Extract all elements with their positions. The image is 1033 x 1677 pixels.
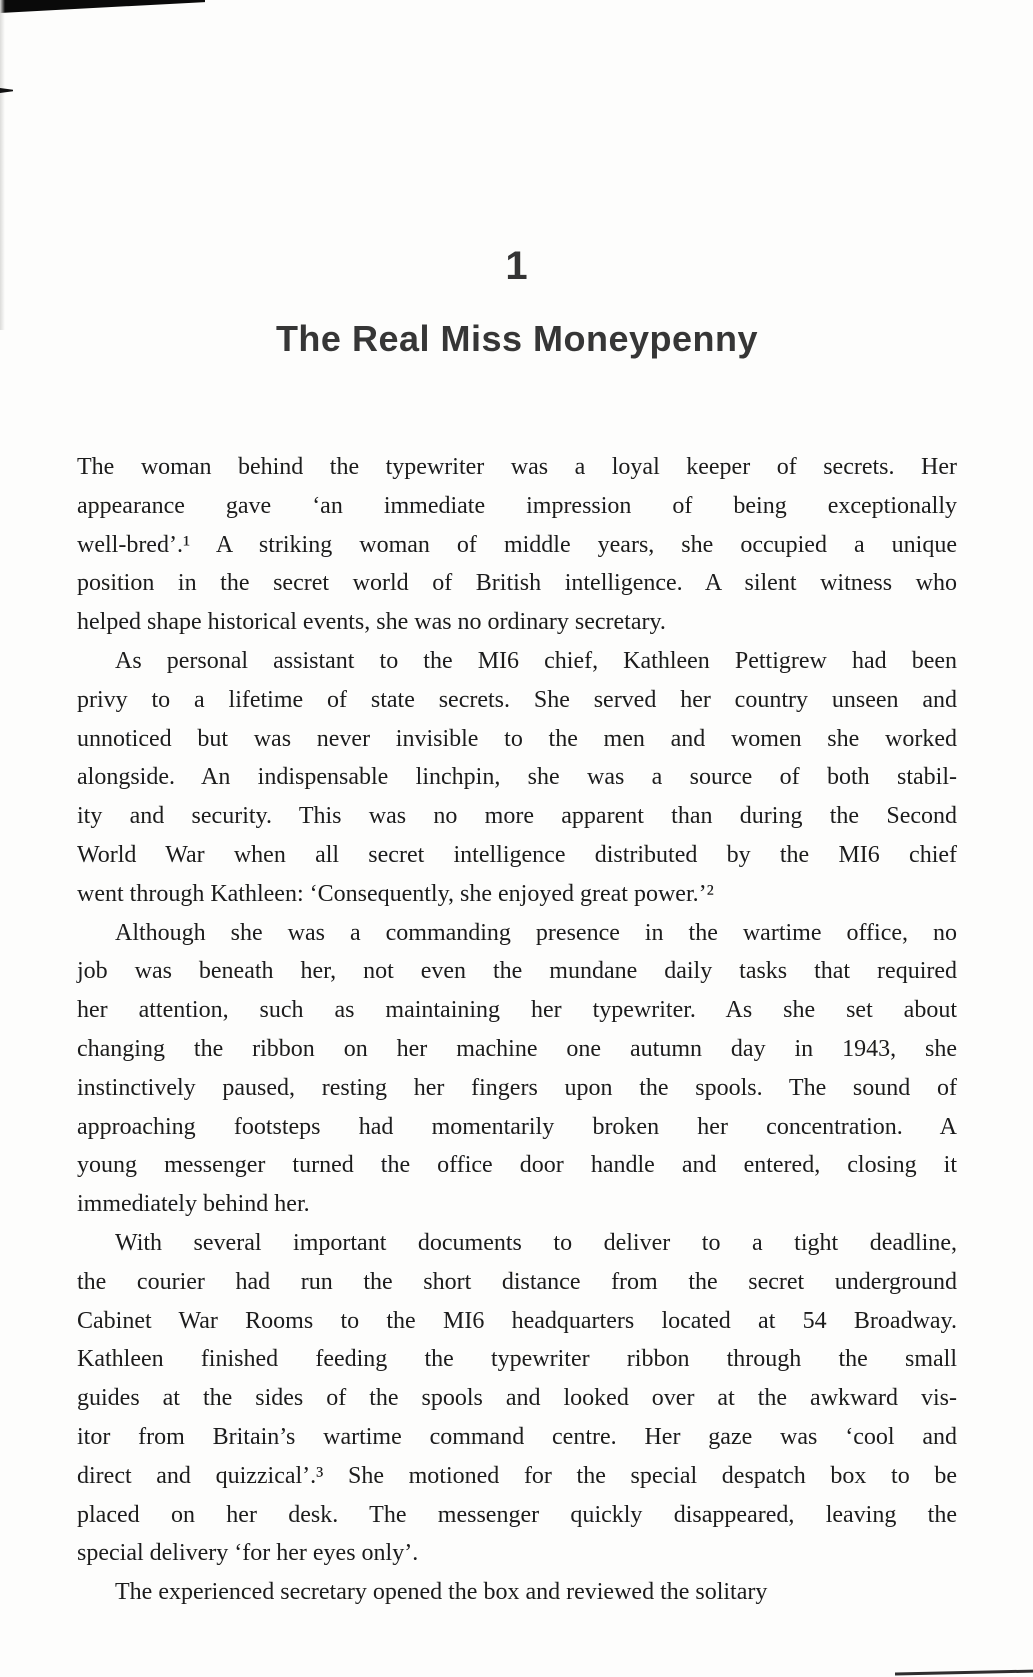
scan-artifact-bottom-right-line [895, 1670, 1033, 1676]
text-line: special delivery ‘for her eyes only’. [77, 1540, 419, 1567]
text-line: went through Kathleen: ‘Consequently, she enjoyed great power.’² [77, 880, 714, 907]
text-line: job was beneath her, not even the mundane daily tasks that required [77, 958, 957, 985]
text-line: well-bred’.¹ A striking woman of middle years, she occupied a unique [77, 531, 957, 558]
text-line: position in the secret world of British intelligence. A silent witness who [77, 570, 957, 597]
text-line: the courier had run the short distance from the secret underground [77, 1268, 957, 1295]
text-line: appearance gave ‘an immediate impression of being exceptionally [77, 492, 957, 519]
text-line: As personal assistant to the MI6 chief, Kathleen Pettigrew had been [115, 647, 957, 674]
paragraph [77, 914, 957, 1224]
text-line: privy to a lifetime of state secrets. She served her country unseen and [77, 686, 957, 713]
scan-artifact-left-tick [0, 88, 13, 93]
paragraph [77, 448, 957, 642]
paragraph [77, 642, 957, 914]
text-line: changing the ribbon on her machine one autumn day in 1943, she [77, 1035, 957, 1062]
text-line: alongside. An indispensable linchpin, she was a source of both stabil- [77, 764, 957, 791]
text-line: guides at the sides of the spools and looked over at the awkward vis- [77, 1385, 957, 1412]
paragraph [77, 1224, 957, 1573]
text-line: helped shape historical events, she was no ordinary secretary. [77, 609, 666, 636]
text-line: unnoticed but was never invisible to the men and women she worked [77, 725, 957, 752]
text-line: World War when all secret intelligence distributed by the MI6 chief [77, 841, 957, 868]
text-line: itor from Britain’s wartime command centre. Her gaze was ‘cool and [77, 1423, 957, 1450]
text-line: young messenger turned the office door handle and entered, closing it [77, 1152, 957, 1179]
text-line: her attention, such as maintaining her typewriter. As she set about [77, 997, 957, 1024]
text-line: Kathleen finished feeding the typewriter ribbon through the small [77, 1346, 957, 1373]
text-line: instinctively paused, resting her fingers upon the spools. The sound of [77, 1074, 957, 1101]
paragraph [77, 1573, 957, 1612]
text-line: With several important documents to deliver to a tight deadline, [115, 1229, 957, 1256]
text-line: ity and security. This was no more apparent than during the Second [77, 803, 957, 830]
text-line: Cabinet War Rooms to the MI6 headquarters located at 54 Broadway. [77, 1307, 957, 1334]
text-line: placed on her desk. The messenger quickly disappeared, leaving the [77, 1501, 957, 1528]
text-line: Although she was a commanding presence in the wartime office, no [115, 919, 957, 946]
text-line: immediately behind her. [77, 1191, 310, 1218]
scan-artifact-top-left-wedge [0, 0, 205, 13]
body-text [77, 448, 957, 1612]
chapter-number: 1 [505, 244, 529, 288]
text-line: direct and quizzical’.³ She motioned for the special despatch box to be [77, 1462, 957, 1489]
text-line: approaching footsteps had momentarily broken her concentration. A [77, 1113, 957, 1140]
scan-artifact-left-edge-shadow [0, 0, 5, 330]
text-line: The experienced secretary opened the box and reviewed the solitary [115, 1579, 768, 1606]
chapter-title: The Real Miss Moneypenny [275, 318, 759, 359]
text-line: The woman behind the typewriter was a loyal keeper of secrets. Her [77, 454, 957, 480]
